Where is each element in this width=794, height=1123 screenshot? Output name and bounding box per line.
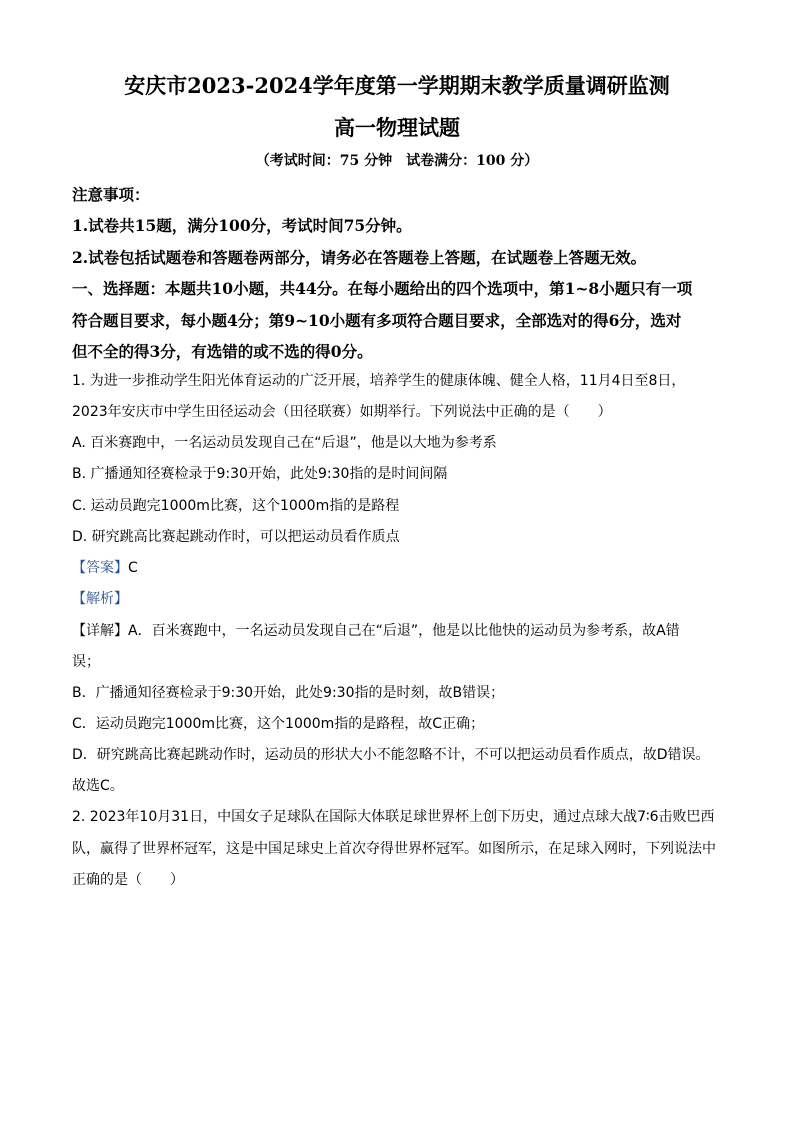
answer-tag: 【答案】	[72, 560, 128, 576]
notes-item-1: 1.试卷共15题，满分100分，考试时间75分钟。	[72, 216, 412, 235]
q1-option-b: B. 广播通知径赛检录于9:30开始，此处9:30指的是时间间隔	[72, 466, 448, 482]
q1-detail-line-4: C．运动员跑完1000m比赛，这个1000m指的是路程，故C正确；	[72, 716, 485, 732]
answer-value: C	[128, 560, 138, 576]
q1-detail-line-3: B．广播通知径赛检录于9:30开始，此处9:30指的是时刻，故B错误；	[72, 685, 505, 701]
q1-stem-line-1: 1. 为进一步推动学生阳光体育运动的广泛开展，培养学生的健康体魄、健全人格，11月4日至8日，	[72, 373, 686, 389]
exam-subtitle: 高一物理试题	[334, 115, 460, 140]
q1-detail-line-1	[72, 620, 722, 640]
analysis-tag: 【解析】	[72, 591, 128, 607]
detail-tag: 【详解】	[72, 623, 128, 639]
exam-info: （考试时间：75 分钟 试卷满分：100 分）	[255, 153, 539, 169]
detail-text-1: A．百米赛跑中，一名运动员发现自己在“后退”，他是以比他快的运动员为参考系，故A错	[128, 623, 680, 639]
q1-detail-line-6: 故选C。	[72, 778, 124, 794]
notes-item-2: 2.试卷包括试题卷和答题卷两部分，请务必在答题卷上答题，在试题卷上答题无效。	[72, 248, 647, 267]
q1-stem-line-2: 2023年安庆市中学生田径运动会（田径联赛）如期举行。下列说法中正确的是（ ）	[72, 404, 612, 420]
q2-stem-line-2: 队，赢得了世界杯冠军，这是中国足球史上首次夺得世界杯冠军。如图所示，在足球入网时，下列说法中	[72, 841, 716, 857]
q1-detail-line-5: D．研究跳高比赛起跳动作时，运动员的形状大小不能忽略不计，不可以把运动员看作质点，故D错误。	[72, 747, 710, 763]
q1-analysis-heading	[72, 588, 722, 608]
q1-answer	[72, 557, 722, 577]
q2-stem-line-1: 2. 2023年10月31日，中国女子足球队在国际大体联足球世界杯上创下历史，通过点球大战7∶6击败巴西	[72, 809, 715, 825]
section-instruction-line-3: 但不全的得3分，有选错的或不选的得0分。	[72, 342, 373, 361]
section-instruction-line-2: 符合题目要求，每小题4分；第9~10小题有多项符合题目要求，全部选对的得6分，选对	[72, 311, 682, 330]
q2-stem-line-3: 正确的是（ ）	[72, 872, 184, 888]
q1-option-a: A. 百米赛跑中，一名运动员发现自己在“后退”，他是以大地为参考系	[72, 435, 497, 451]
notes-heading: 注意事项：	[72, 185, 150, 204]
q1-option-c: C. 运动员跑完1000m比赛，这个1000m指的是路程	[72, 498, 400, 514]
section-instruction-line-1: 一、选择题：本题共10小题，共44分。在每小题给出的四个选项中，第1~8小题只有一项	[72, 279, 693, 298]
exam-title: 安庆市2023-2024学年度第一学期期末教学质量调研监测	[124, 73, 670, 98]
q1-detail-line-2: 误；	[72, 654, 100, 670]
q1-option-d: D. 研究跳高比赛起跳动作时，可以把运动员看作质点	[72, 529, 400, 545]
